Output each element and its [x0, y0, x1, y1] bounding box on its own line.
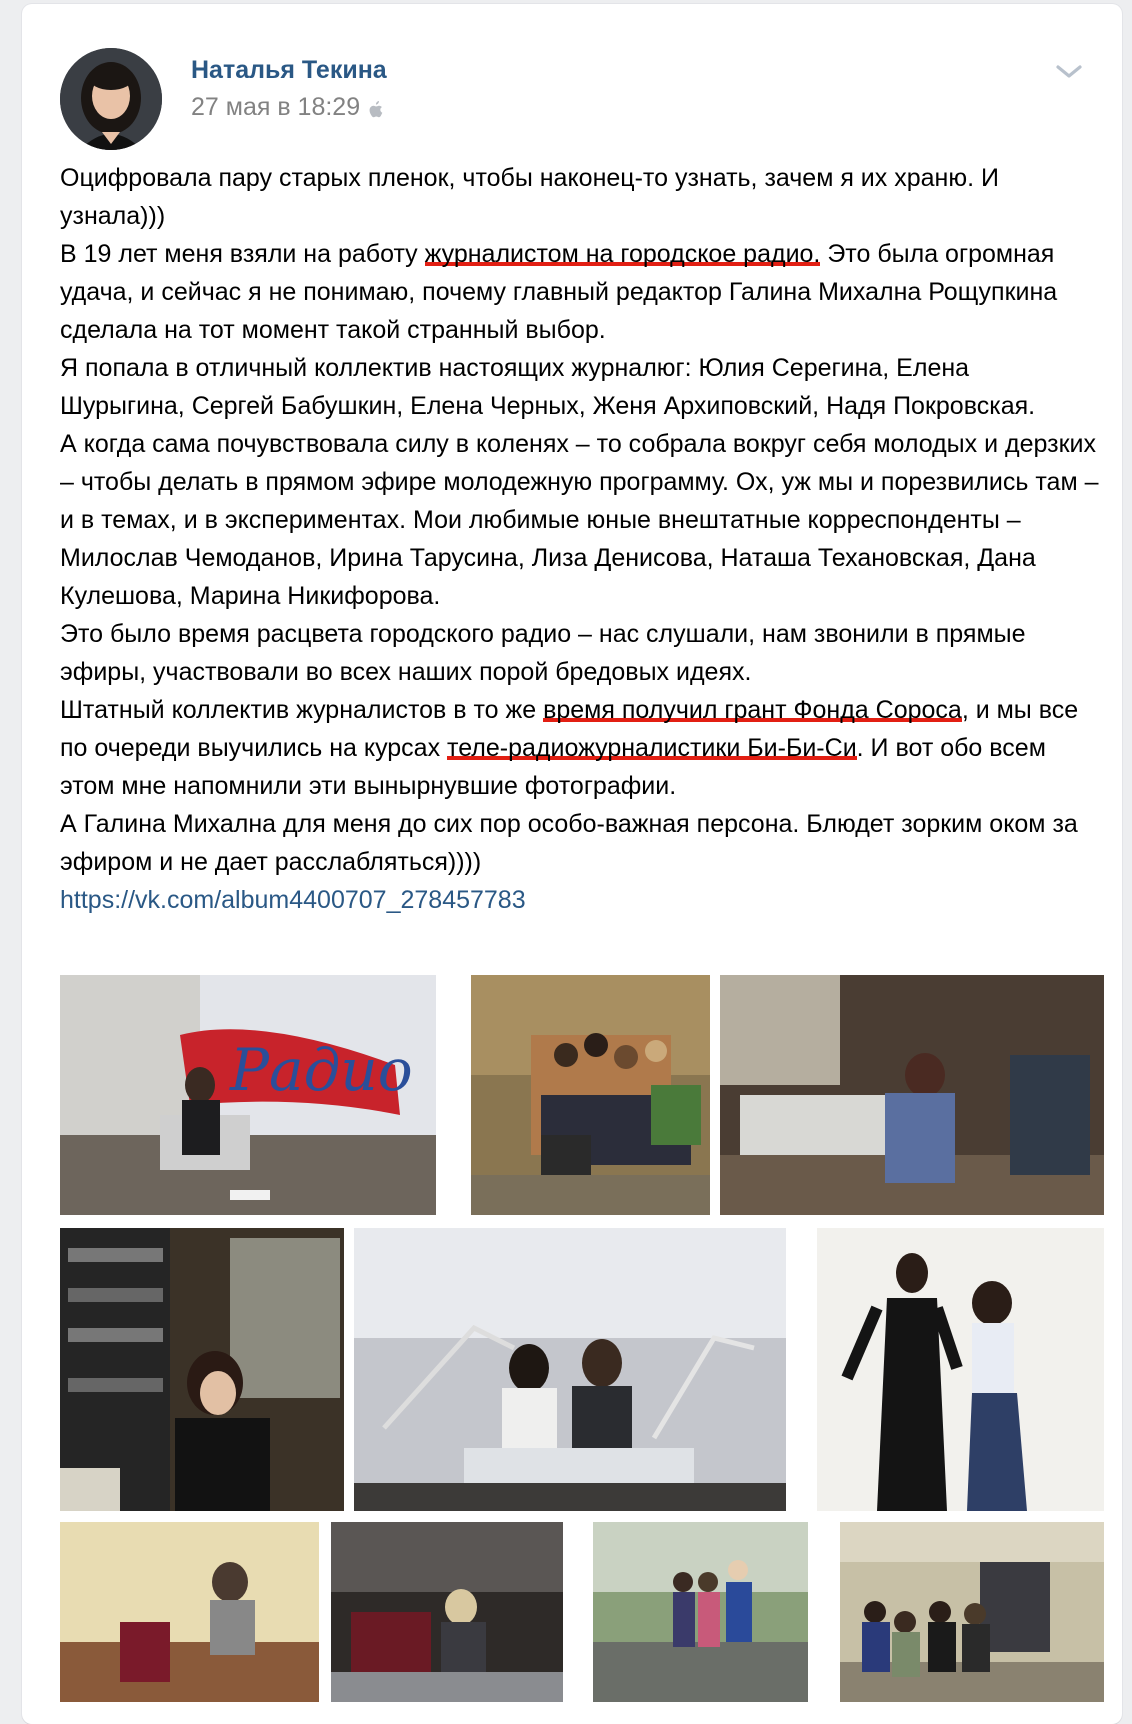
- album-link[interactable]: https://vk.com/album4400707_278457783: [60, 886, 526, 914]
- post-text: [60, 159, 1100, 919]
- photo-5[interactable]: [354, 1228, 786, 1511]
- paragraph-5: Это было время расцвета городского радио – нас слушали, нам звонили в прямые эфиры, участвовали во всех наших порой бредовых идеях.: [60, 620, 1026, 686]
- apple-icon: [368, 98, 384, 118]
- post-card: [22, 4, 1122, 1724]
- paragraph-6: Штатный коллектив журналистов в то же время получил грант Фонда Сороса, и мы все по очереди выучились на курсах теле-радиожурналистики Би-Би-Си. И вот обо всем этом мне напомнили эти вынырнувшие фотографии.: [60, 696, 1079, 800]
- sign-radio: Радио: [230, 1036, 413, 1104]
- paragraph-3: Я попала в отличный коллектив настоящих журналюг: Юлия Серегина, Елена Шурыгина, Сергей Бабушкин, Елена Черных, Женя Архиповский, Надя Покровская.: [60, 354, 1036, 420]
- author-name[interactable]: Наталья Текина: [191, 56, 387, 84]
- photo-10[interactable]: [840, 1522, 1104, 1702]
- paragraph-1: Оцифровала пару старых пленок, чтобы наконец-то узнать, зачем я их храню. И узнала))): [60, 164, 999, 230]
- avatar[interactable]: [60, 48, 162, 150]
- highlighted-phrase: журналистом на городское радио.: [424, 240, 821, 268]
- chevron-down-icon[interactable]: [1052, 60, 1086, 84]
- photo-4[interactable]: [60, 1228, 344, 1511]
- photo-6[interactable]: [817, 1228, 1104, 1511]
- post-date-text: 27 мая в 18:29: [191, 93, 361, 121]
- highlighted-phrase: время получил грант Фонда Сороса: [543, 696, 962, 724]
- photo-2[interactable]: [471, 975, 710, 1215]
- photo-1[interactable]: [60, 975, 436, 1215]
- post-date[interactable]: [191, 93, 384, 122]
- album-link-line: [60, 881, 1100, 919]
- photo-8[interactable]: [331, 1522, 563, 1702]
- highlighted-phrase: теле-радиожурналистики Би-Би-Си: [447, 734, 857, 762]
- photo-9[interactable]: [593, 1522, 808, 1702]
- paragraph-2: В 19 лет меня взяли на работу журналистом на городское радио. Это была огромная удача, и сейчас я не понимаю, почему главный редактор Галина Михална Рощупкина сделала на тот момент такой странный выбор.: [60, 240, 1058, 344]
- photo-3[interactable]: [720, 975, 1104, 1215]
- paragraph-4: А когда сама почувствовала силу в коленях – то собрала вокруг себя молодых и дерзких – чтобы делать в прямом эфире молодежную программу. Ох, уж мы и порезвились там – и в темах, и в экспериментах. Мои любимые юные внештатные корреспонденты – Милослав Чемоданов, Ирина Тарусина, Лиза Денисова, Наташа Техановская, Дана Кулешова, Марина Никифорова.: [60, 430, 1099, 610]
- photo-7[interactable]: [60, 1522, 319, 1702]
- paragraph-7: А Галина Михална для меня до сих пор особо-важная персона. Блюдет зорким оком за эфиром и не дает расслабляться)))): [60, 810, 1078, 876]
